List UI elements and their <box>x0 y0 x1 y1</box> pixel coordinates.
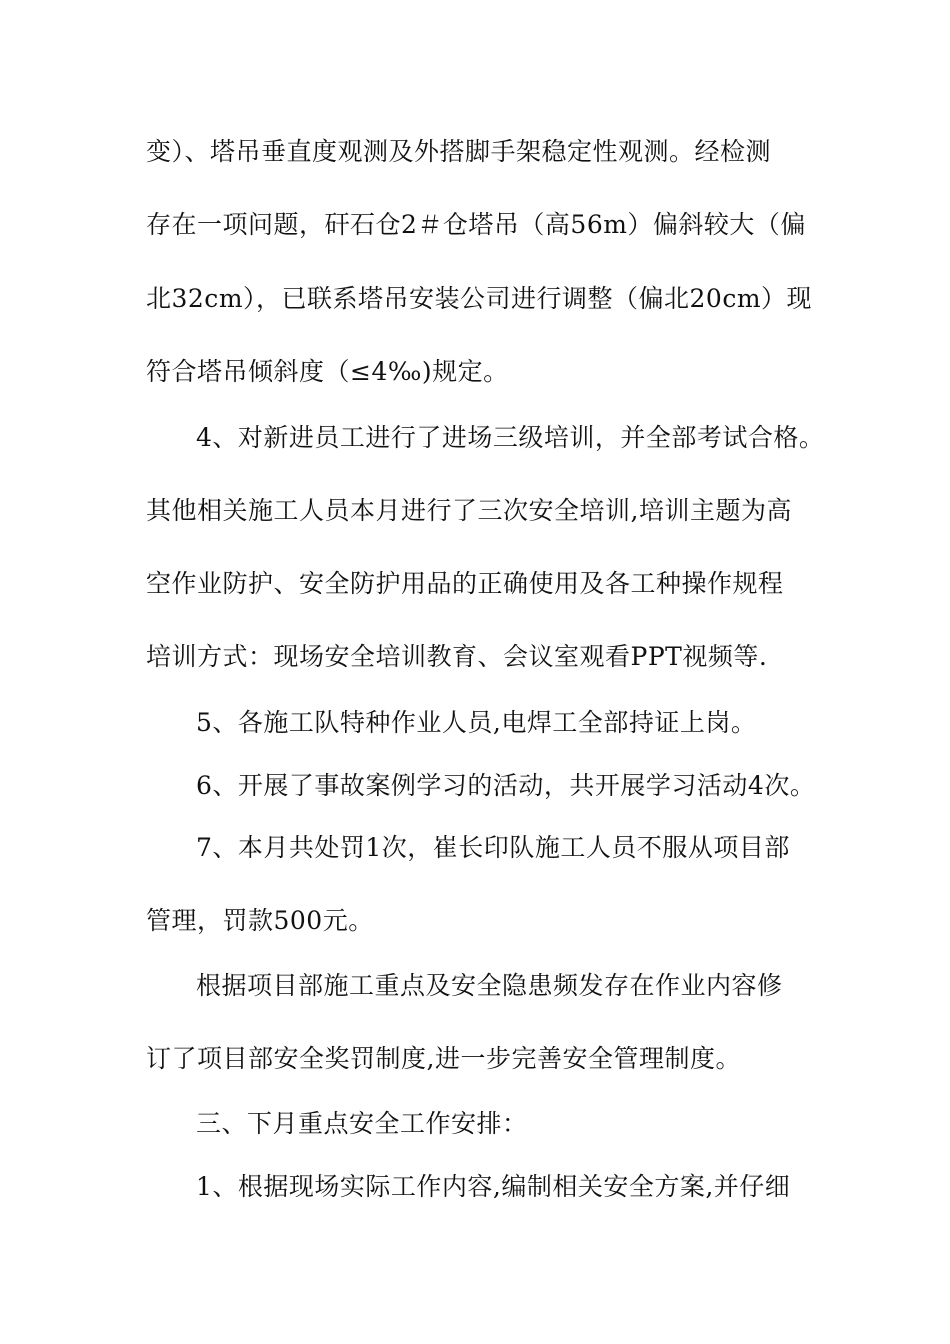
section-heading: 三、下月重点安全工作安排： <box>196 1109 528 1138</box>
paragraph-start-line: 6、开展了事故案例学习的活动，共开展学习活动4次。 <box>196 771 816 800</box>
text-line: 空作业防护、安全防护用品的正确使用及各工种操作规程 <box>146 569 784 598</box>
text-line: 订了项目部安全奖罚制度,进一步完善安全管理制度。 <box>146 1044 741 1073</box>
paragraph-start-line: 4、对新进员工进行了进场三级培训，并全部考试合格。 <box>196 423 825 452</box>
text-line: 其他相关施工人员本月进行了三次安全培训,培训主题为高 <box>146 496 792 525</box>
paragraph-start-line: 1、根据现场实际工作内容,编制相关安全方案,并仔细 <box>196 1172 791 1201</box>
paragraph-start-line: 根据项目部施工重点及安全隐患频发存在作业内容修 <box>196 971 783 1000</box>
text-line: 符合塔吊倾斜度（≤4‰)规定。 <box>146 357 509 386</box>
paragraph-start-line: 5、各施工队特种作业人员,电焊工全部持证上岗。 <box>196 708 757 737</box>
text-line: 管理，罚款500元。 <box>146 906 374 935</box>
text-line: 北32cm），已联系塔吊安装公司进行调整（偏北20cm）现 <box>146 284 813 313</box>
paragraph-start-line: 7、本月共处罚1次，崔长印队施工人员不服从项目部 <box>196 833 790 862</box>
text-line: 培训方式：现场安全培训教育、会议室观看PPT视频等. <box>146 642 768 671</box>
text-line: 变）、塔吊垂直度观测及外搭脚手架稳定性观测。经检测 <box>146 137 772 166</box>
text-line: 存在一项问题，矸石仓2＃仓塔吊（高56m）偏斜较大（偏 <box>146 210 806 239</box>
